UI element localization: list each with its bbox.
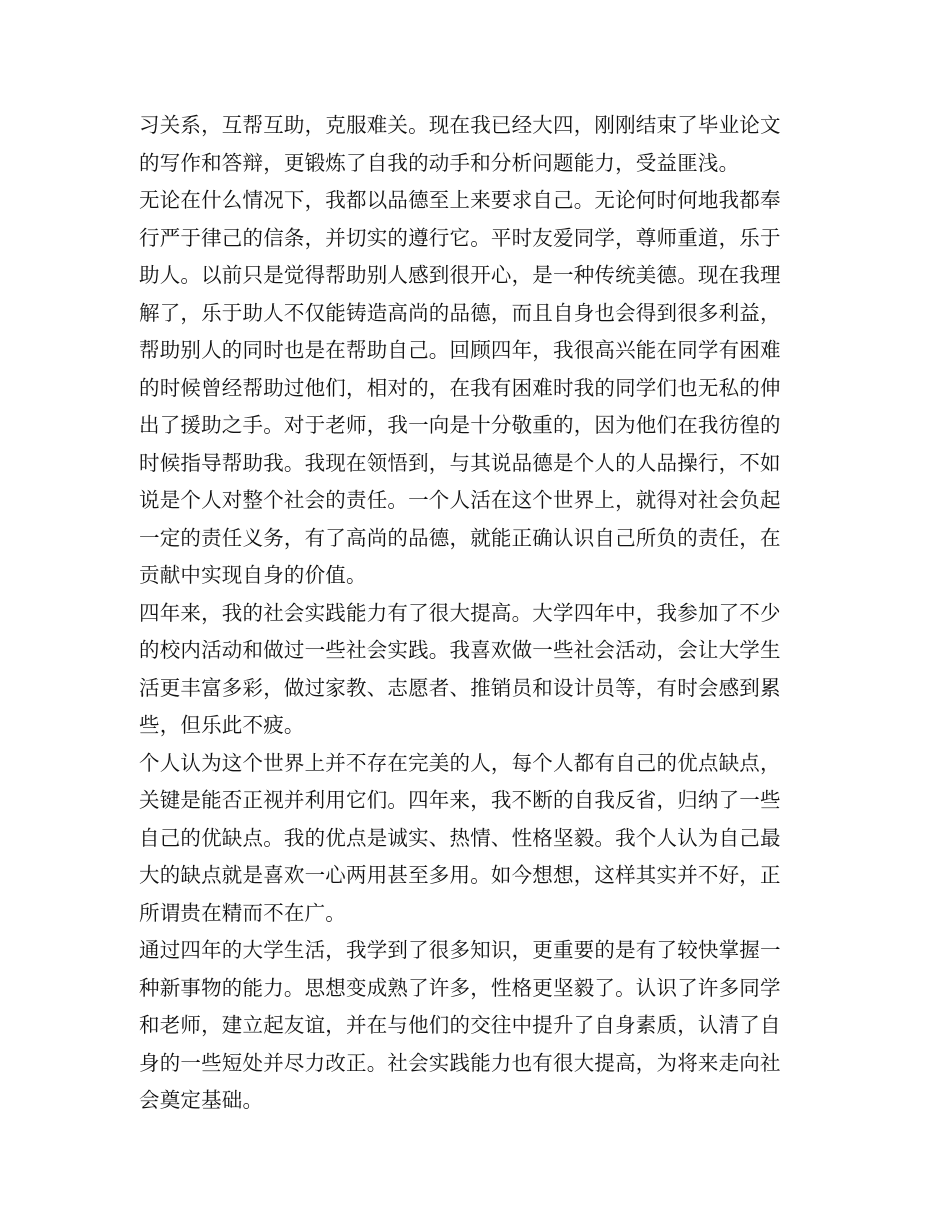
text-line: 些，但乐此不疲。 <box>139 713 305 737</box>
text-line: 说是个人对整个社会的责任。一个人活在这个世界上，就得对社会负起 <box>139 488 781 512</box>
text-line: 行严于律己的信条，并切实的遵行它。平时友爱同学，尊师重道，乐于 <box>139 225 781 250</box>
text-line: 时候指导帮助我。我现在领悟到，与其说品德是个人的人品操行，不如 <box>139 450 781 475</box>
text-line: 自己的优缺点。我的优点是诚实、热情、性格坚毅。我个人认为自己最 <box>139 825 781 850</box>
text-line: 四年来，我的社会实践能力有了很大提高。大学四年中，我参加了不少 <box>139 600 781 625</box>
text-line: 身的一些短处并尽力改正。社会实践能力也有很大提高，为将来走向社 <box>139 1050 781 1075</box>
text-line: 解了，乐于助人不仅能铸造高尚的品德，而且自身也会得到很多利益， <box>139 300 781 325</box>
text-line: 活更丰富多彩，做过家教、志愿者、推销员和设计员等，有时会感到累 <box>139 675 781 700</box>
text-line: 助人。以前只是觉得帮助别人感到很开心，是一种传统美德。现在我理 <box>139 263 781 287</box>
text-line: 无论在什么情况下，我都以品德至上来要求自己。无论何时何地我都奉 <box>139 188 781 212</box>
text-line: 一定的责任义务，有了高尚的品德，就能正确认识自己所负的责任，在 <box>139 525 781 550</box>
text-line: 帮助别人的同时也是在帮助自己。回顾四年，我很高兴能在同学有困难 <box>139 338 781 362</box>
text-line: 习关系，互帮互助，克服难关。现在我已经大四，刚刚结束了毕业论文 <box>139 113 781 137</box>
text-line: 大的缺点就是喜欢一心两用甚至多用。如今想想，这样其实并不好，正 <box>139 863 781 887</box>
text-line: 的校内活动和做过一些社会实践。我喜欢做一些社会活动，会让大学生 <box>139 638 781 662</box>
text-line: 的写作和答辩，更锻炼了自我的动手和分析问题能力，受益匪浅。 <box>139 150 740 175</box>
text-line: 会奠定基础。 <box>139 1088 264 1112</box>
text-line: 所谓贵在精而不在广。 <box>139 900 346 925</box>
text-line: 个人认为这个世界上并不存在完美的人，每个人都有自己的优点缺点， <box>139 750 781 775</box>
text-line: 出了援助之手。对于老师，我一向是十分敬重的，因为他们在我彷徨的 <box>139 413 781 437</box>
text-line: 贡献中实现自身的价值。 <box>139 563 367 587</box>
document-body <box>139 107 815 1120</box>
text-line: 关键是能否正视并利用它们。四年来，我不断的自我反省，归纳了一些 <box>139 788 781 812</box>
text-line: 种新事物的能力。思想变成熟了许多，性格更坚毅了。认识了许多同学 <box>139 975 781 1000</box>
text-line: 的时候曾经帮助过他们，相对的，在我有困难时我的同学们也无私的伸 <box>139 375 781 400</box>
text-line: 和老师，建立起友谊，并在与他们的交往中提升了自身素质，认清了自 <box>139 1013 781 1037</box>
text-line: 通过四年的大学生活，我学到了很多知识，更重要的是有了较快掌握一 <box>139 938 781 962</box>
